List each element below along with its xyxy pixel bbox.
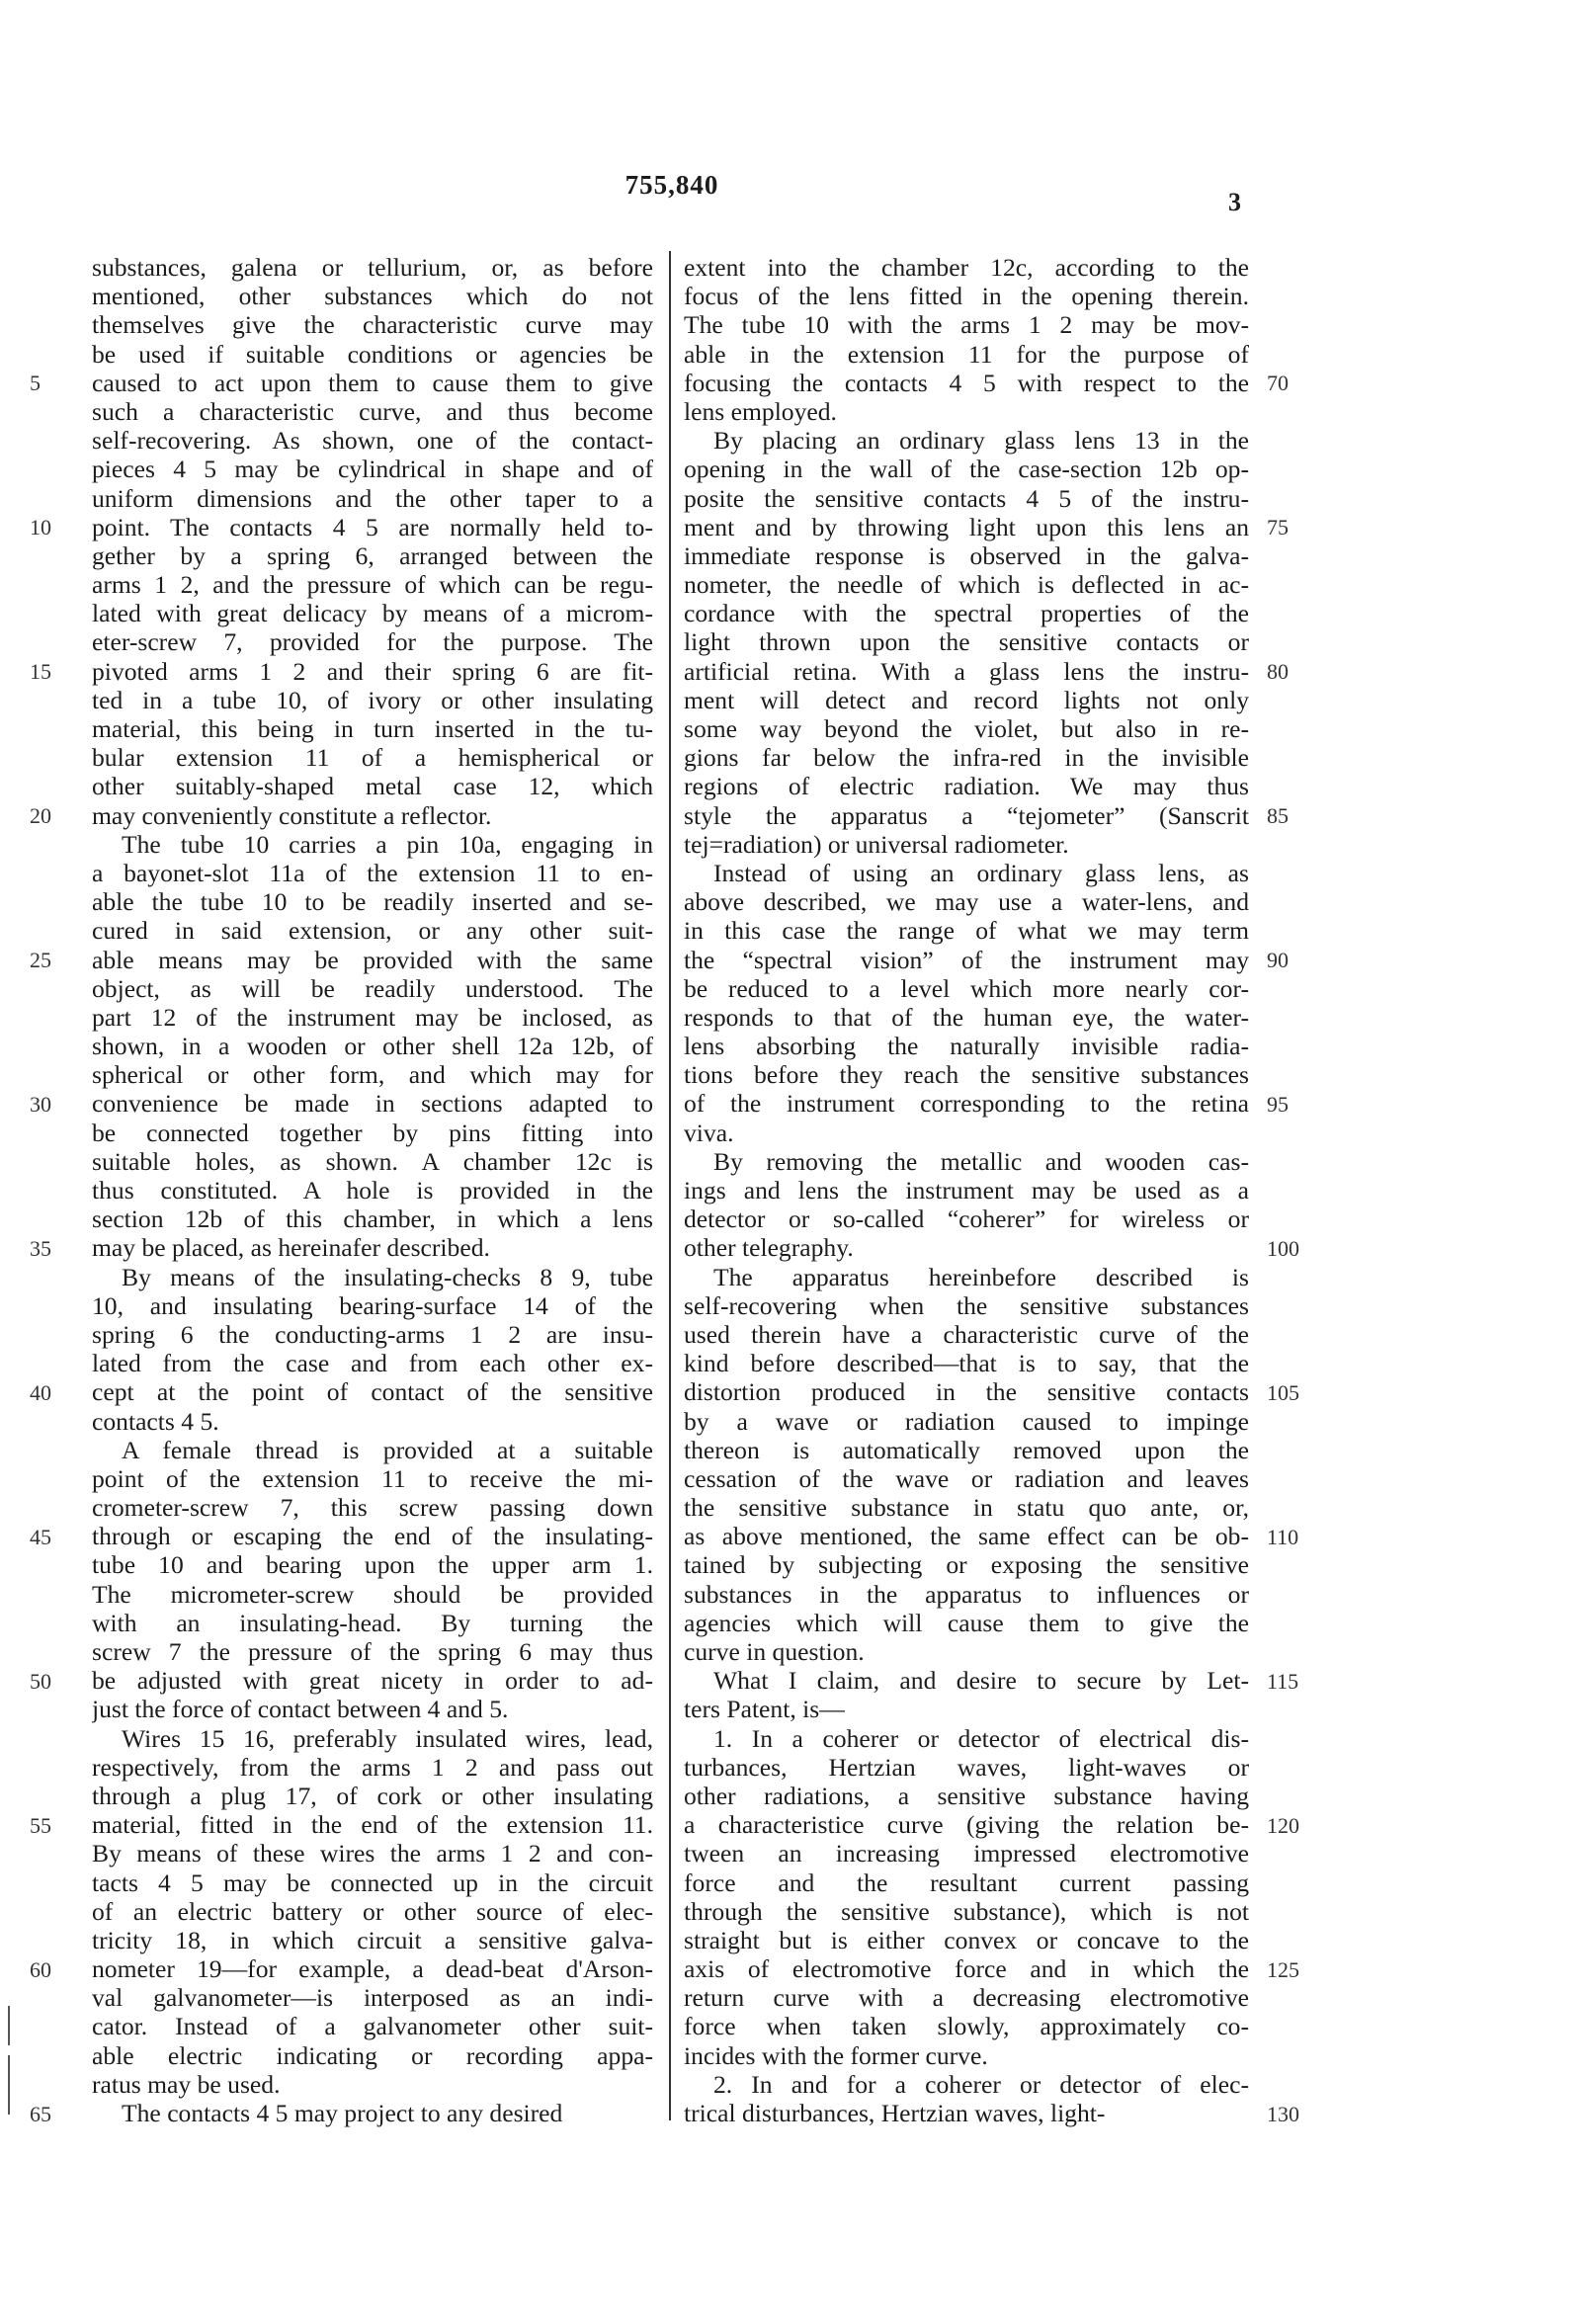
text-line: cept at the point of contact of the sensitive — [92, 1377, 653, 1407]
text-line: point of the extension 11 to receive the mi- — [92, 1463, 653, 1493]
text-line: be reduced to a level which more nearly cor- — [684, 973, 1249, 1003]
text-line: distortion produced in the sensitive contacts — [684, 1377, 1249, 1407]
text-line: turbances, Hertzian waves, light-waves or — [684, 1752, 1249, 1782]
text-line: regions of electric radiation. We may thus — [684, 772, 1249, 801]
text-line: lated from the case and from each other ex- — [92, 1349, 653, 1378]
text-line: detector or so-called “coherer” for wireless or — [684, 1204, 1249, 1234]
text-line: of an electric battery or other source of elec- — [92, 1896, 653, 1926]
text-line: respectively, from the arms 1 2 and pass out — [92, 1752, 653, 1782]
text-line: Instead of using an ordinary glass lens, as — [713, 858, 1249, 887]
text-line: tween an increasing impressed electromotive — [684, 1839, 1249, 1868]
text-line: themselves give the characteristic curve may — [92, 310, 653, 340]
text-line: thus constituted. A hole is provided in the — [92, 1176, 653, 1204]
text-line: ment and by throwing light upon this lens an — [684, 512, 1249, 541]
text-line: The contacts 4 5 may project to any desired — [122, 2099, 563, 2127]
text-line: thereon is automatically removed upon the — [684, 1435, 1249, 1464]
text-line: part 12 of the instrument may be inclosed, as — [92, 1002, 653, 1032]
text-line: 1. In a coherer or detector of electrical dis- — [713, 1723, 1249, 1753]
text-line: tricity 18, in which circuit a sensitive galva- — [92, 1925, 653, 1954]
text-line: The micrometer-screw should be provided — [92, 1579, 653, 1609]
line-number: 20 — [30, 802, 51, 828]
text-line: ment will detect and record lights not only — [684, 685, 1249, 714]
line-number: 5 — [30, 370, 41, 395]
text-line: material, fitted in the end of the extension 11. — [92, 1810, 653, 1840]
left-text-column — [92, 253, 653, 2127]
text-line: self-recovering when the sensitive substances — [684, 1290, 1249, 1320]
patent-number: 755,840 — [624, 170, 719, 200]
text-line: Wires 15 16, preferably insulated wires, lead, — [122, 1723, 653, 1753]
text-line: By placing an ordinary glass lens 13 in the — [713, 426, 1249, 456]
text-line: ted in a tube 10, of ivory or other insulating — [92, 685, 653, 714]
text-line: able electric indicating or recording appa- — [92, 2040, 653, 2070]
text-line: focus of the lens fitted in the opening therein. — [684, 282, 1249, 311]
line-number: 80 — [1267, 658, 1289, 684]
line-number: 45 — [30, 1524, 51, 1549]
text-line: responds to that of the human eye, the water- — [684, 1002, 1249, 1032]
text-line: section 12b of this chamber, in which a lens — [92, 1204, 653, 1234]
text-line: able means may be provided with the same — [92, 945, 653, 974]
text-line: just the force of contact between 4 and 5. — [92, 1695, 509, 1724]
line-number: 75 — [1267, 514, 1289, 540]
page-number: 3 — [1228, 188, 1241, 216]
text-line: may conveniently constitute a reflector. — [92, 800, 492, 830]
text-line: opening in the wall of the case-section 12b op- — [684, 455, 1249, 484]
text-line: bular extension 11 of a hemispherical or — [92, 743, 653, 773]
text-line: The tube 10 with the arms 1 2 may be mov- — [684, 310, 1249, 340]
text-line: incides with the former curve. — [684, 2040, 988, 2070]
text-line: 10, and insulating bearing-surface 14 of the — [92, 1290, 653, 1320]
text-line: with an insulating-head. By turning the — [92, 1608, 653, 1637]
text-line: be used if suitable conditions or agencies be — [92, 339, 653, 369]
text-line: tained by subjecting or exposing the sensitive — [684, 1550, 1249, 1580]
text-line: convenience be made in sections adapted to — [92, 1089, 653, 1119]
text-line: may be placed, as hereinafer described. — [92, 1233, 490, 1263]
line-number: 40 — [30, 1379, 51, 1405]
text-line: caused to act upon them to cause them to give — [92, 368, 653, 397]
text-line: substances in the apparatus to influences or — [684, 1579, 1249, 1609]
text-line: substances, galena or tellurium, or, as before — [92, 253, 653, 282]
text-line: uniform dimensions and the other taper to a — [92, 483, 653, 513]
text-line: tej=radiation) or universal radiometer. — [684, 829, 1069, 859]
text-line: extent into the chamber 12c, according to the — [684, 253, 1249, 282]
line-number: 10 — [30, 514, 51, 540]
text-line: able in the extension 11 for the purpose of — [684, 339, 1249, 369]
text-line: val galvanometer—is interposed as an indi- — [92, 1983, 653, 2013]
line-number: 120 — [1267, 1812, 1299, 1838]
text-line: a characteristice curve (giving the relation be- — [684, 1810, 1249, 1840]
line-number: 85 — [1267, 802, 1289, 828]
text-line: the “spectral vision” of the instrument may — [684, 945, 1249, 974]
text-line: a bayonet-slot 11a of the extension 11 to en- — [92, 858, 653, 887]
text-line: through a plug 17, of cork or other insulating — [92, 1781, 653, 1810]
line-number: 30 — [30, 1091, 51, 1117]
text-line: ratus may be used. — [92, 2069, 281, 2099]
text-line: gions far below the infra-red in the invisible — [684, 743, 1249, 773]
text-line: The tube 10 carries a pin 10a, engaging in — [122, 829, 653, 859]
text-line: used therein have a characteristic curve of the — [684, 1319, 1249, 1349]
text-line: other telegraphy. — [684, 1233, 854, 1263]
text-line: curve in question. — [684, 1637, 865, 1666]
text-line: eter-screw 7, provided for the purpose. The — [92, 627, 653, 657]
text-line: agencies which will cause them to give the — [684, 1608, 1249, 1637]
text-line: object, as will be readily understood. The — [92, 973, 653, 1003]
line-number: 105 — [1267, 1379, 1299, 1405]
text-line: contacts 4 5. — [92, 1406, 219, 1436]
line-number: 110 — [1267, 1524, 1299, 1549]
line-number: 100 — [1267, 1235, 1299, 1261]
text-line: artificial retina. With a glass lens the instru- — [684, 656, 1249, 686]
line-number: 130 — [1267, 2101, 1299, 2126]
text-line: viva. — [684, 1118, 734, 1147]
text-line: above described, we may use a water-lens, and — [684, 887, 1249, 917]
line-number: 55 — [30, 1812, 51, 1838]
text-line: crometer-screw 7, this screw passing down — [92, 1493, 653, 1523]
line-number: 125 — [1267, 1956, 1299, 1982]
line-number: 115 — [1267, 1668, 1299, 1694]
text-line: force and the resultant current passing — [684, 1868, 1249, 1897]
text-line: the sensitive substance in statu quo ante, or, — [684, 1493, 1249, 1523]
text-line: such a characteristic curve, and thus become — [92, 396, 653, 426]
text-line: through the sensitive substance), which is not — [684, 1896, 1249, 1926]
text-line: force when taken slowly, approximately co- — [684, 2012, 1249, 2041]
text-line: cator. Instead of a galvanometer other suit- — [92, 2012, 653, 2041]
text-line: A female thread is provided at a suitable — [122, 1435, 653, 1464]
text-line: pivoted arms 1 2 and their spring 6 are fit- — [92, 656, 653, 686]
text-line: cured in said extension, or any other suit- — [92, 916, 653, 946]
line-number: 50 — [30, 1668, 51, 1694]
text-line: By means of these wires the arms 1 2 and con- — [92, 1839, 653, 1868]
text-line: straight but is either convex or concave to the — [684, 1925, 1249, 1954]
text-line: tions before they reach the sensitive substances — [684, 1060, 1249, 1090]
text-line: able the tube 10 to be readily inserted and se- — [92, 887, 653, 917]
text-line: tube 10 and bearing upon the upper arm 1. — [92, 1550, 653, 1580]
text-line: self-recovering. As shown, one of the contact- — [92, 426, 653, 456]
text-line: cessation of the wave or radiation and leaves — [684, 1463, 1249, 1493]
text-line: tacts 4 5 may be connected up in the circuit — [92, 1868, 653, 1897]
text-line: lated with great delicacy by means of a microm- — [92, 599, 653, 628]
text-line: axis of electromotive force and in which the — [684, 1954, 1249, 1984]
text-line: suitable holes, as shown. A chamber 12c is — [92, 1146, 653, 1176]
text-line: immediate response is observed in the galva- — [684, 540, 1249, 570]
text-line: cordance with the spectral properties of the — [684, 599, 1249, 628]
text-line: mentioned, other substances which do not — [92, 282, 653, 311]
text-line: arms 1 2, and the pressure of which can be regu- — [92, 570, 653, 600]
text-line: style the apparatus a “tejometer” (Sanscrit — [684, 800, 1249, 830]
margin-mark — [8, 2055, 10, 2115]
right-text-column — [684, 253, 1249, 2127]
text-line: other suitably-shaped metal case 12, which — [92, 772, 653, 801]
margin-mark — [8, 2006, 10, 2045]
text-line: 2. In and for a coherer or detector of elec- — [713, 2069, 1249, 2099]
text-line: spring 6 the conducting-arms 1 2 are insu- — [92, 1319, 653, 1349]
text-line: light thrown upon the sensitive contacts or — [684, 627, 1249, 657]
text-line: material, this being in turn inserted in the tu- — [92, 714, 653, 743]
line-number: 25 — [30, 947, 51, 972]
text-line: ings and lens the instrument may be used as a — [684, 1176, 1249, 1204]
text-line: By removing the metallic and wooden cas- — [713, 1146, 1249, 1176]
line-number: 60 — [30, 1956, 51, 1982]
text-line: through or escaping the end of the insulating- — [92, 1522, 653, 1551]
column-divider — [669, 251, 671, 2120]
text-line: point. The contacts 4 5 are normally held to- — [92, 512, 653, 541]
text-line: The apparatus hereinbefore described is — [713, 1262, 1249, 1291]
text-line: trical disturbances, Hertzian waves, light- — [684, 2099, 1106, 2127]
text-line: of the instrument corresponding to the retina — [684, 1089, 1249, 1119]
text-line: by a wave or radiation caused to impinge — [684, 1406, 1249, 1436]
text-line: By means of the insulating-checks 8 9, tube — [122, 1262, 653, 1291]
text-line: ters Patent, is— — [684, 1695, 845, 1724]
text-line: in this case the range of what we may term — [684, 916, 1249, 946]
text-line: be connected together by pins fitting into — [92, 1118, 653, 1147]
text-line: shown, in a wooden or other shell 12a 12b, of — [92, 1032, 653, 1061]
text-line: screw 7 the pressure of the spring 6 may thus — [92, 1637, 653, 1666]
text-line: return curve with a decreasing electromotive — [684, 1983, 1249, 2013]
text-line: What I claim, and desire to secure by Let- — [713, 1666, 1249, 1696]
line-number: 95 — [1267, 1091, 1289, 1117]
text-line: posite the sensitive contacts 4 5 of the instru- — [684, 483, 1249, 513]
text-line: nometer 19—for example, a dead-beat d'Arson- — [92, 1954, 653, 1984]
line-number: 35 — [30, 1235, 51, 1261]
text-line: pieces 4 5 may be cylindrical in shape and of — [92, 455, 653, 484]
text-line: other radiations, a sensitive substance having — [684, 1781, 1249, 1810]
line-number: 15 — [30, 658, 51, 684]
text-line: lens absorbing the naturally invisible radia- — [684, 1032, 1249, 1061]
text-line: focusing the contacts 4 5 with respect to the — [684, 368, 1249, 397]
text-line: as above mentioned, the same effect can be ob- — [684, 1522, 1249, 1551]
text-line: be adjusted with great nicety in order to ad- — [92, 1666, 653, 1696]
text-line: some way beyond the violet, but also in re- — [684, 714, 1249, 743]
text-line: nometer, the needle of which is deflected in ac- — [684, 570, 1249, 600]
text-line: gether by a spring 6, arranged between the — [92, 540, 653, 570]
line-number: 65 — [30, 2101, 51, 2126]
line-number: 70 — [1267, 370, 1289, 395]
text-line: spherical or other form, and which may for — [92, 1060, 653, 1090]
line-number: 90 — [1267, 947, 1289, 972]
text-line: kind before described—that is to say, that the — [684, 1349, 1249, 1378]
text-line: lens employed. — [684, 396, 837, 426]
